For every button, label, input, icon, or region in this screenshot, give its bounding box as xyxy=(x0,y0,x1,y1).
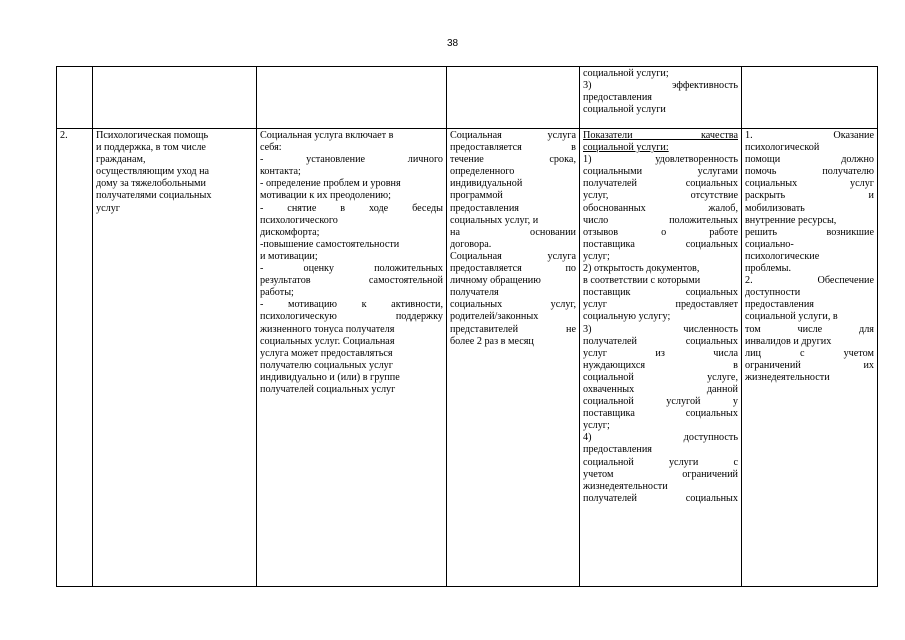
text-line: психологические xyxy=(745,250,820,262)
cell-name-empty xyxy=(93,67,257,129)
text-line: инвалидов и других xyxy=(745,335,832,347)
service-quality-indicators xyxy=(580,129,742,587)
text-line: Психологическая помощь xyxy=(96,130,209,141)
text-line: предоставления xyxy=(583,444,652,456)
text-line: социальной услуги; xyxy=(583,68,669,79)
text-line: проблемы. xyxy=(745,263,792,275)
text-line: помочь получателю xyxy=(745,166,874,178)
text-line: дискомфорта; xyxy=(260,226,320,238)
text-line: поставщик социальных xyxy=(583,287,738,299)
text-line: услуг предоставляет xyxy=(583,299,738,311)
text-line: социальными услугами xyxy=(583,166,738,178)
text-line: услуга может предоставляться xyxy=(260,347,393,359)
text-line: родителей/законных xyxy=(450,311,539,323)
text-line: услуг; xyxy=(583,420,610,432)
cell-content-empty xyxy=(257,67,447,129)
text-line: - мотивацию к активности, xyxy=(260,299,443,311)
text-line: социальных услуг, xyxy=(450,299,576,311)
text-line: 4) доступность xyxy=(583,432,738,444)
text-line: помощи должно xyxy=(745,154,874,166)
text-line: Социальная услуга включает в xyxy=(260,130,394,141)
text-line: мобилизовать xyxy=(745,202,805,214)
text-line: социальной услуги xyxy=(583,104,666,116)
text-line: Социальная услуга xyxy=(450,250,576,262)
text-line: представителей не xyxy=(450,323,576,335)
text-line: предоставления xyxy=(745,299,814,311)
text-line: гражданам, xyxy=(96,154,146,166)
text-line: психологического xyxy=(260,214,338,226)
text-line: личному обращению xyxy=(450,275,541,287)
text-line: охваченных данной xyxy=(583,383,738,395)
text-line: мотивации к их преодолению; xyxy=(260,190,391,202)
text-line: - установление личного xyxy=(260,154,443,166)
text-line: контакта; xyxy=(260,166,301,178)
cell-quality-continued xyxy=(580,67,742,129)
text-line: жизнедеятельности xyxy=(583,480,668,492)
text-line: - снятие в ходе беседы xyxy=(260,202,443,214)
text-line: получателями социальных xyxy=(96,190,212,202)
text-line: получателей социальных xyxy=(583,492,738,504)
text-line: жизнедеятельности xyxy=(745,371,830,383)
text-line: получателя xyxy=(450,287,499,299)
text-line: предоставляется в xyxy=(450,142,576,154)
services-table xyxy=(56,66,878,587)
text-line: социальную услугу; xyxy=(583,311,671,323)
text-line: дому за тяжелобольными xyxy=(96,178,206,190)
text-line: в соответствии с которыми xyxy=(583,275,701,287)
text-line: Показатели качества xyxy=(583,130,738,141)
text-line: более 2 раз в месяц xyxy=(450,335,534,347)
text-line: - оценку положительных xyxy=(260,263,443,275)
text-line: услуг из числа xyxy=(583,347,738,359)
text-line: том числе для xyxy=(745,323,874,335)
service-conditions xyxy=(742,129,878,587)
text-line: социальной услугой у xyxy=(583,396,738,408)
text-line: себя: xyxy=(260,142,282,154)
text-line: и поддержка, в том числе xyxy=(96,142,206,154)
text-line: 2) открытость документов, xyxy=(583,263,700,275)
text-line: поставщика социальных xyxy=(583,408,738,420)
text-line: 3) численность xyxy=(583,323,738,335)
quality-heading xyxy=(583,130,738,154)
text-line: предоставления xyxy=(450,202,519,214)
text-line: программой xyxy=(450,190,503,202)
text-line: социальных услуг. Социальная xyxy=(260,335,395,347)
text-line: 1) удовлетворенность xyxy=(583,154,738,166)
text-line: на основании xyxy=(450,226,576,238)
quality-list xyxy=(583,154,738,505)
text-line: психологическую поддержку xyxy=(260,311,443,323)
text-line: социальной услуги, в xyxy=(745,311,838,323)
text-line: социальной услуги с xyxy=(583,456,738,468)
text-line: обоснованных жалоб, xyxy=(583,202,738,214)
text-line: услуг; xyxy=(583,250,610,262)
text-line: работы; xyxy=(260,287,294,299)
text-line: получателей социальных xyxy=(583,335,738,347)
text-line: внутренние ресурсы, xyxy=(745,214,837,226)
text-line: услуг xyxy=(96,202,120,214)
text-line: доступности xyxy=(745,287,801,299)
text-line: предоставления xyxy=(583,92,652,104)
text-line: социальных услуг, и xyxy=(450,214,539,226)
text-line: договора. xyxy=(450,238,492,250)
text-line: психологической xyxy=(745,142,820,154)
text-line: раскрыть и xyxy=(745,190,874,202)
text-line: получателей социальных xyxy=(583,178,738,190)
text-line: результатов самостоятельной xyxy=(260,275,443,287)
text-line: получателей социальных услуг xyxy=(260,383,396,395)
text-line: - определение проблем и уровня xyxy=(260,178,401,190)
text-line: и мотивации; xyxy=(260,250,318,262)
text-line: число положительных xyxy=(583,214,738,226)
cell-conditions-empty xyxy=(742,67,878,129)
text-line: получателю социальных услуг xyxy=(260,359,393,371)
text-line: течение срока, xyxy=(450,154,576,166)
text-line: социально- xyxy=(745,238,794,250)
text-line: нуждающихся в xyxy=(583,359,738,371)
page-number: 38 xyxy=(446,38,459,49)
text-line: поставщика социальных xyxy=(583,238,738,250)
text-line: услуг, отсутствие xyxy=(583,190,738,202)
text-line: лиц с учетом xyxy=(745,347,874,359)
text-line: решить возникшие xyxy=(745,226,874,238)
text-line: осуществляющим уход на xyxy=(96,166,210,178)
text-line: -повышение самостоятельности xyxy=(260,238,400,250)
service-name xyxy=(93,129,257,587)
text-line: определенного xyxy=(450,166,515,178)
text-line: Социальная услуга xyxy=(450,130,576,141)
service-number: 2. xyxy=(57,129,93,587)
text-line: индивидуальной xyxy=(450,178,523,190)
cell-terms-empty xyxy=(447,67,580,129)
text-line: отзывов о работе xyxy=(583,226,738,238)
text-line: социальной услуги: xyxy=(583,142,669,154)
service-content xyxy=(257,129,447,587)
service-terms xyxy=(447,129,580,587)
table-row-service-2 xyxy=(57,129,878,587)
text-line: ограничений их xyxy=(745,359,874,371)
text-line: 3) эффективность xyxy=(583,80,738,92)
text-line: 1. Оказание xyxy=(745,130,874,141)
text-line: индивидуально и (или) в группе xyxy=(260,371,400,383)
text-line: учетом ограничений xyxy=(583,468,738,480)
text-line: 2. Обеспечение xyxy=(745,275,874,287)
text-line: социальной услуге, xyxy=(583,371,738,383)
cell-number-empty xyxy=(57,67,93,129)
table-row-continuation xyxy=(57,67,878,129)
text-line: предоставляется по xyxy=(450,263,576,275)
text-line: социальных услуг xyxy=(745,178,874,190)
text-line: жизненного тонуса получателя xyxy=(260,323,395,335)
